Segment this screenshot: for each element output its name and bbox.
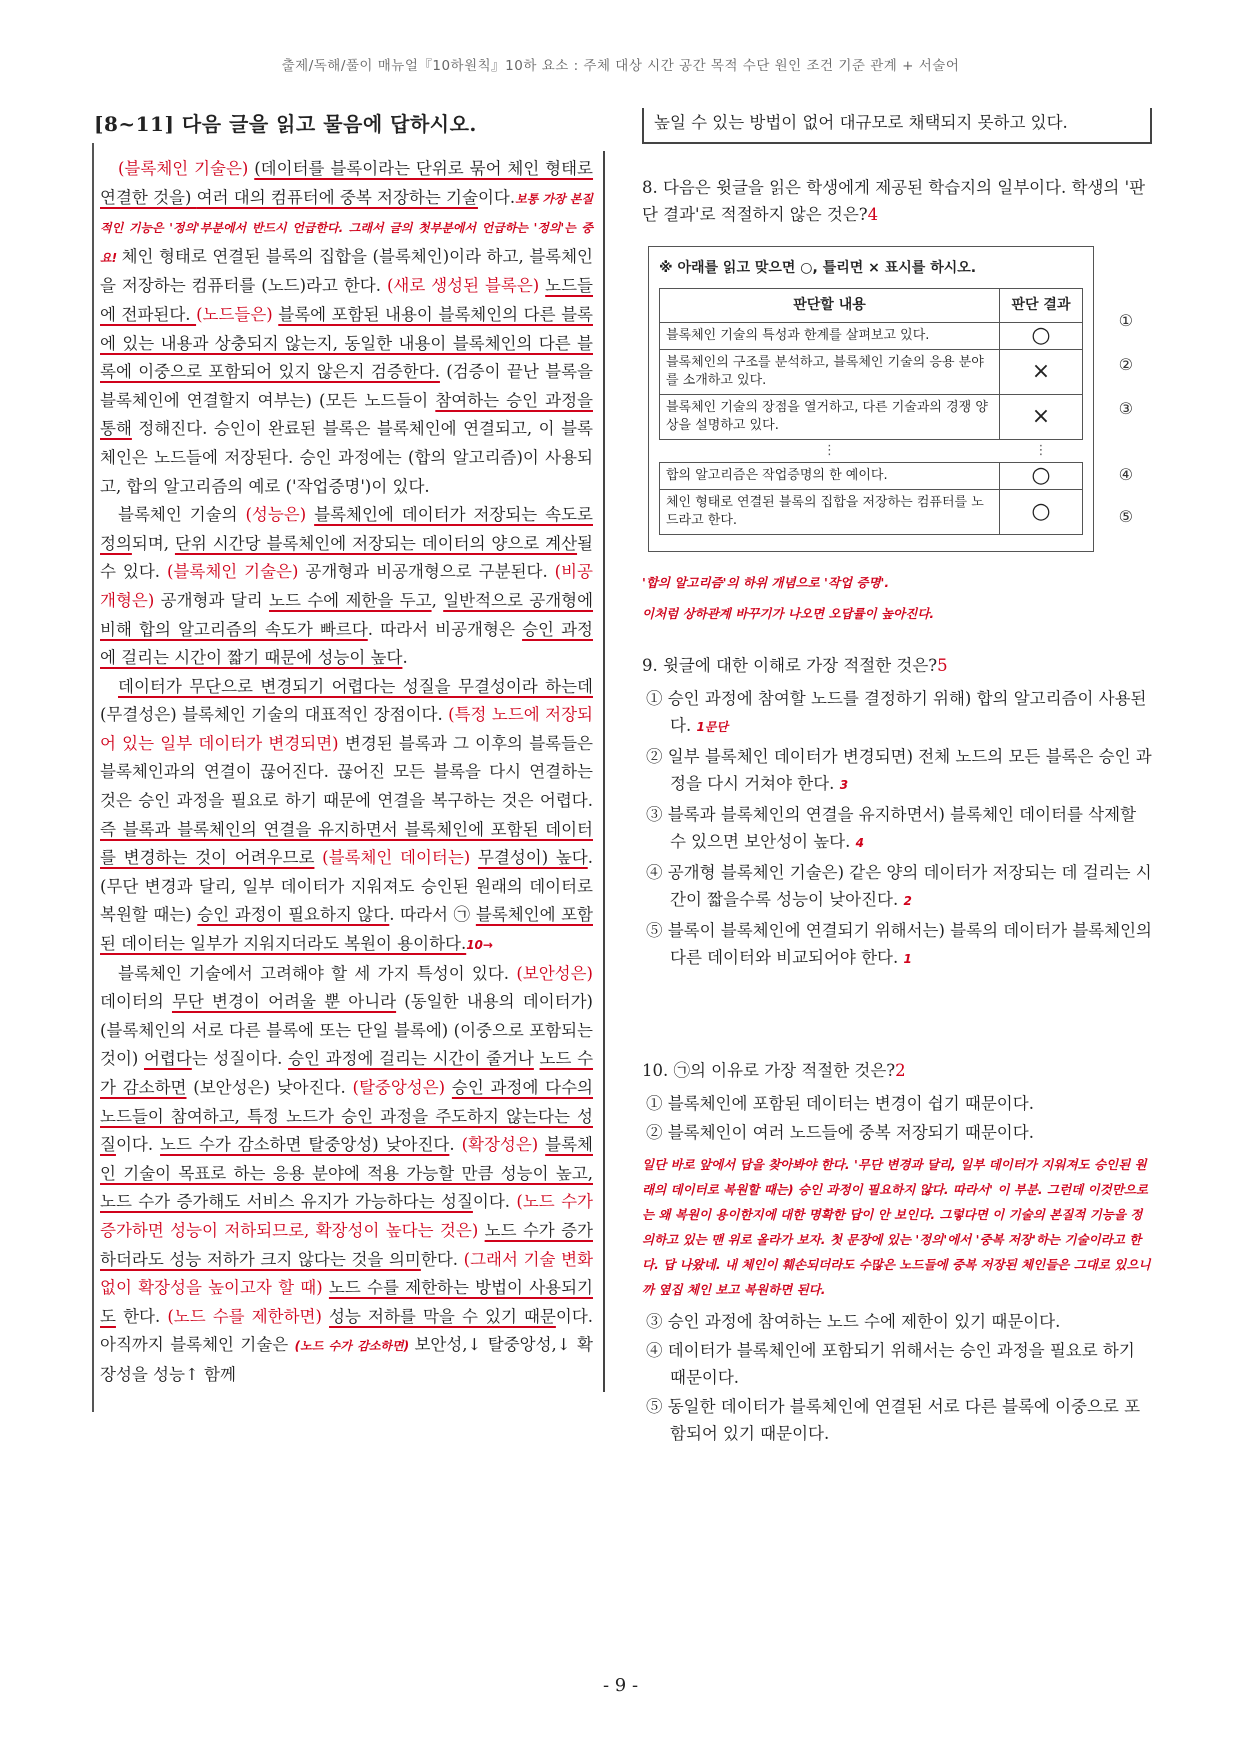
passage-segment: (탈중앙성은): [352, 1078, 452, 1097]
passage-segment: 보통 가장 본질적인 기능은 '정의'부분에서 반드시 언급한다. 그래서 글의 첫부분에서 언급하는 '정의'는 중요!: [100, 191, 593, 265]
passage-paragraph-3: [100, 673, 593, 960]
passage-paragraph-1: [100, 155, 593, 501]
answer-mark: 4: [867, 205, 879, 224]
worksheet-table: [659, 288, 1083, 535]
passage-segment: 승인 과정에 다수의 노드들이 참여하고, 특정 노드가 승인 과정을 주도하지 않는다는 성질: [100, 1078, 593, 1155]
passage-segment: 노드 수가 감소하면 탈중앙성) 낮아진다: [160, 1135, 450, 1155]
passage-segment: 성능 저하를 막을 수 있기 때문: [329, 1306, 556, 1326]
passage-segment: 노드 수를 제한하는 방법이 사용되기도: [100, 1278, 593, 1326]
passage-segment: 어렵다: [143, 1049, 192, 1069]
passage-segment: 무단 변경이 어려울 뿐 아니라: [171, 992, 397, 1012]
left-column: [92, 108, 605, 1392]
col-header-content: 판단할 내용: [660, 289, 1000, 323]
passage-segment: 승인 과정이 필요하지 않다: [197, 905, 390, 925]
choice-marker: ⑤: [1118, 507, 1133, 526]
passage-segment: (비공개형은): [100, 562, 593, 610]
passage-segment: 될 수 있다.: [100, 533, 593, 582]
table-row: 블록체인의 구조를 분석하고, 블록체인 기술의 응용 분야를 소개하고 있다. ×: [660, 350, 1083, 395]
passage-segment: 이다.: [115, 1135, 161, 1155]
passage-segment: (데이터를 블록이라는 단위로 묶어 체인 형태로 연결한 것을): [100, 159, 594, 207]
passage-segment: 공개형과 달리: [160, 590, 269, 610]
passage-segment: 노드들에 전파된다.: [100, 276, 593, 324]
choice-marker: ④: [1118, 465, 1133, 484]
table-row: 합의 알고리즘은 작업증명의 한 예이다. ○: [660, 463, 1083, 490]
answer-mark: 2: [895, 1061, 906, 1080]
passage-segment: (검증이 끝난 블록을 블록체인에 연결할지 여부는) (모든 노드들이: [100, 362, 593, 410]
option[interactable]: ④ 데이터가 블록체인에 포함되기 위해서는 승인 과정을 필요로 하기 때문이다.: [646, 1341, 1135, 1387]
option[interactable]: ③ 블록과 블록체인의 연결을 유지하면서) 블록체인 데이터를 삭제할 수 있으면 보안성이 높다. 4: [646, 805, 1137, 851]
passage-segment: 는 성질이다.: [191, 1049, 289, 1069]
passage-segment: 여러 대의 컴퓨터에 중복 저장하는 기술: [196, 187, 478, 207]
passage-segment: (노드들은): [196, 304, 279, 324]
page-header: 출제/독해/풀이 매뉴얼『10하원칙』10하 요소 : 주체 대상 시간 공간 목적 수단 원인 조건 기준 관계 + 서술어: [281, 58, 960, 74]
passage-segment: 블록체인 기술의: [118, 505, 246, 525]
passage-segment: (동일한 내용의 데이터가) (블록체인의 서로 다른 블록에 또는 단일 블록에) (이중으로 포함되는 것이): [100, 992, 593, 1069]
answer-mark: 5: [937, 656, 948, 675]
passage-segment: 한다.: [420, 1249, 464, 1269]
passage-segment: 노드 수에 제한을 두고: [269, 590, 432, 610]
passage-segment: .: [449, 1135, 462, 1155]
result-mark: ○: [1000, 463, 1083, 490]
passage-segment: (노드 수가 감소하면): [294, 1339, 415, 1354]
handwritten-note: '합의 알고리즘'의 하위 개념으로 '작업 증명'.: [642, 575, 890, 590]
passage-segment: .: [402, 648, 408, 668]
passage-segment: 데이터의: [100, 992, 172, 1012]
passage-segment: 승인 과정에 걸리는 시간이 줄거나: [288, 1049, 534, 1069]
table-row: 체인 형태로 연결된 블록의 집합을 저장하는 컴퓨터를 노드라고 한다. ○: [660, 490, 1083, 535]
passage-segment: 10→: [466, 938, 493, 953]
section-title: [8~11] 다음 글을 읽고 물음에 답하시오.: [94, 112, 477, 136]
passage-segment: 이다.: [477, 187, 516, 207]
passage-continuation: 높일 수 있는 방법이 없어 대규모로 채택되지 못하고 있다.: [642, 108, 1152, 144]
option[interactable]: ③ 승인 과정에 참여하는 노드 수에 제한이 있기 때문이다.: [646, 1312, 1061, 1331]
choice-marker: ②: [1118, 355, 1133, 374]
passage-segment: 노드 수가 감소하면: [100, 1049, 594, 1097]
result-mark: ×: [1000, 395, 1083, 440]
passage-segment: (블록체인 기술은): [167, 562, 306, 582]
passage-segment: . (무단 변경과 달리, 일부 데이터가 지워져도 승인된 원래의 데이터로 복원할 때는): [100, 848, 593, 925]
passage-paragraph-2: [100, 501, 593, 673]
question-9: [642, 652, 1152, 973]
passage-segment: 일반적으로 공개형에 비해 합의 알고리즘의 속도가 빠르다: [100, 590, 594, 639]
passage-segment: 변경된 블록과 그 이후의 블록들은 블록체인과의 연결이 끊어진다. 끊어진 모든 블록을 다시 연결하는 것은 승인 과정을 필요로 하기 때문에 연결을 복구하는 것은 어렵다.: [100, 733, 593, 811]
question-8-stem: 8. 다음은 윗글을 읽은 학생에게 제공된 학습지의 일부이다. 학생의 '판단 결과'로 적절하지 않은 것은?4: [642, 178, 1146, 224]
passage-segment: (노드 수가 증가하면 성능이 저하되므로, 확장성이 높다는 것은): [100, 1192, 593, 1240]
passage-segment: (블록체인 기술은): [118, 159, 255, 178]
option[interactable]: ⑤ 블록이 블록체인에 연결되기 위해서는) 블록의 데이터가 블록체인의 다른 데이터와 비교되어야 한다. 1: [646, 921, 1152, 967]
passage-segment: 블록체인에 포함된 데이터는 일부가 지워지더라도 복원이 용이하다.: [100, 905, 593, 954]
reading-passage: [92, 151, 605, 1392]
worksheet-title: ※ 아래를 읽고 맞으면 ○, 틀리면 × 표시를 하시오.: [659, 260, 977, 276]
passage-segment: (성능은): [245, 505, 315, 525]
passage-segment: 공개형과 비공개형으로 구분된다.: [305, 562, 555, 582]
passage-segment: 블록체인 기술이 목표로 하는 응용 분야에 적용 가능할 만큼 성능이 높고, 노드 수가 증가해도 서비스 유지가 가능하다는 성질: [100, 1135, 593, 1212]
col-header-result: 판단 결과: [1000, 289, 1083, 323]
passage-segment: 한다.: [115, 1306, 168, 1326]
passage-segment: 즉 블록과 블록체인의 연결을 유지하면서 블록체인에 포함된 데이터를 변경하는 것이 어려우므로: [100, 819, 593, 868]
passage-segment: 블록체인에 데이터가 저장되는 속도로 정의: [100, 505, 593, 553]
option[interactable]: ① 승인 과정에 참여할 노드를 결정하기 위해) 합의 알고리즘이 사용된다. 1문단: [646, 689, 1147, 735]
passage-segment: 보안성,↓ 탈중앙성,↓ 확장성을 성능↑ 함께: [100, 1335, 593, 1384]
passage-segment: 참여하는 승인 과정을 통해: [100, 390, 593, 439]
passage-segment: ,: [431, 590, 444, 610]
passage-segment: . 따라서 ㉠: [389, 905, 476, 925]
result-mark: ○: [1000, 323, 1083, 350]
question-10-stem: 10. ㉠의 이유로 가장 적절한 것은?2: [642, 1061, 906, 1080]
passage-segment: (노드 수를 제한하면): [167, 1306, 330, 1326]
result-mark: ×: [1000, 350, 1083, 395]
passage-segment: (블록체인 데이터는): [314, 848, 478, 868]
option[interactable]: ⑤ 동일한 데이터가 블록체인에 연결된 서로 다른 블록에 이중으로 포함되어 있기 때문이다.: [646, 1397, 1141, 1443]
passage-segment: (보안성은) 낮아진다.: [186, 1078, 353, 1097]
passage-segment: 승인 과정에 걸리는 시간이 짧기 때문에 성능이 높다: [100, 619, 593, 668]
choice-marker: ③: [1118, 399, 1133, 418]
passage-segment: 이다. 아직까지 블록체인 기술은: [100, 1306, 594, 1355]
option[interactable]: ② 일부 블록체인 데이터가 변경되면) 전체 노드의 모든 블록은 승인 과정을 다시 거쳐야 한다. 3: [646, 747, 1152, 793]
right-column: [642, 108, 1152, 1449]
passage-segment: 단위 시간당 블록체인에 저장되는 데이터의 양으로 계산: [174, 533, 578, 553]
option[interactable]: ④ 공개형 블록체인 기술은) 같은 양의 데이터가 저장되는 데 걸리는 시간이 짧을수록 성능이 낮아진다. 2: [646, 863, 1152, 909]
option[interactable]: ① 블록체인에 포함된 데이터는 변경이 쉽기 때문이다.: [646, 1094, 1034, 1113]
passage-segment: (확장성은): [461, 1135, 546, 1155]
passage-segment: . 따라서 비공개형은: [367, 619, 523, 639]
passage-segment: (무결성은) 블록체인 기술의 대표적인 장점이다.: [100, 705, 449, 725]
passage-paragraph-4: [100, 960, 593, 1390]
passage-segment: (특정 노드에 저장되어 있는 일부 데이터가 변경되면): [100, 705, 593, 753]
passage-segment: (새로 생성된 블록은): [386, 276, 546, 296]
passage-segment: 무결성이) 높다: [477, 848, 588, 868]
question-8: [642, 174, 1152, 626]
question-10: [642, 1057, 1152, 1447]
passage-segment: 체인 형태로 연결된 블록의 집합을 (블록체인)이라 하고, 블록체인을 저장하는 컴퓨터를 (노드)라고 한다.: [100, 246, 593, 296]
question-9-stem: 9. 윗글에 대한 이해로 가장 적절한 것은?5: [642, 656, 948, 675]
choice-marker: ①: [1118, 311, 1133, 330]
passage-segment: (그래서 기술 변화 없이 확장성을 높이고자 할 때): [100, 1249, 594, 1298]
passage-segment: 블록에 포함된 내용이 블록체인의 다른 블록에 있는 내용과 상충되지 않는지, 동일한 내용이 블록체인의 다른 블록에 이중으로 포함되어 있지 않은지 검증한다.: [100, 304, 593, 382]
ellipsis-row: ⋮ ⋮: [823, 443, 1048, 458]
passage-segment: 블록체인 기술에서 고려해야 할 세 가지 특성이 있다.: [118, 963, 517, 983]
result-mark: ○: [1000, 490, 1083, 535]
passage-segment: 이다.: [472, 1192, 517, 1212]
option[interactable]: ② 블록체인이 여러 노드들에 중복 저장되기 때문이다.: [646, 1123, 1034, 1142]
page-number: - 9 -: [602, 1675, 639, 1696]
passage-segment: 노드 수가 증가하더라도 성능 저하가 크지 않다는 것을 의미: [100, 1220, 593, 1269]
handwritten-note: 이처럼 상하관계 바꾸기가 나오면 오답률이 높아진다.: [642, 606, 935, 621]
handwritten-note: 일단 바로 앞에서 답을 찾아봐야 한다. '무단 변경과 달리, 일부 데이터가 지워져도 승인된 원래의 데이터로 복원할 때는) 승인 과정이 필요하지 않다. 따라서' 이 부분. 그런데 이것만으로는 왜 복원이 용이한지에 대한 명확한 답이 안 보인다. 그렇다면 이 기술의 본질적 기능을 정의하고 있는 맨 위로 올라가 보자. 첫 문장에 있는 '정의'에서 '중복 저장'하는 기술이라고 한다. 답 나왔네. 내 체인이 훼손되더라도 수많은 노드들에 중복 저장된 체인들은 그대로 있으니까 옆집 체인 보고 복원하면 된다.: [642, 1157, 1151, 1297]
worksheet-box: [648, 246, 1133, 552]
passage-segment: 되며,: [131, 533, 175, 553]
passage-segment: 정해진다. 승인이 완료된 블록은 블록체인에 연결되고, 이 블록체인은 노드들에 저장된다. 승인 과정에는 (합의 알고리즘)이 사용되고, 합의 알고리즘의 예로 ('작업증명')이 있다.: [100, 419, 593, 496]
passage-segment: 데이터가 무단으로 변경되기 어렵다는 성질을 무결성이라 하는데: [118, 676, 593, 696]
passage-segment: (보안성은): [516, 963, 593, 983]
table-row: 블록체인 기술의 특성과 한계를 살펴보고 있다. ○: [660, 323, 1083, 350]
table-row: 블록체인 기술의 장점을 열거하고, 다른 기술과의 경쟁 양상을 설명하고 있다. ×: [660, 395, 1083, 440]
